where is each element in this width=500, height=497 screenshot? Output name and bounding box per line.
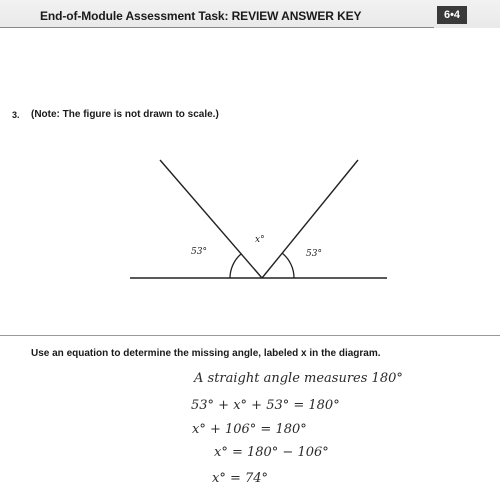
left-ray (160, 160, 262, 278)
question-note: (Note: The figure is not drawn to scale.) (31, 109, 219, 120)
question-number: 3. (12, 110, 20, 120)
left-angle-label: 53° (191, 247, 207, 257)
right-ray (262, 160, 358, 278)
work-line-1: A straight angle measures 180° (194, 371, 403, 386)
work-line-3: x° + 106° = 180° (192, 422, 307, 437)
right-angle-label: 53° (306, 249, 322, 259)
work-line-4: x° = 180° − 106° (214, 445, 329, 460)
header-title: End-of-Module Assessment Task: REVIEW ANSWER KEY (40, 9, 362, 23)
work-line-2: 53° + x° + 53° = 180° (191, 398, 340, 413)
middle-angle-label: x° (255, 235, 265, 245)
module-badge: 6•4 (437, 6, 467, 24)
work-line-5: x° = 74° (212, 471, 269, 486)
section-divider (0, 335, 500, 336)
question-prompt: Use an equation to determine the missing angle, labeled x in the diagram. (31, 348, 381, 359)
right-angle-arc (282, 253, 294, 278)
left-angle-arc (230, 254, 241, 278)
